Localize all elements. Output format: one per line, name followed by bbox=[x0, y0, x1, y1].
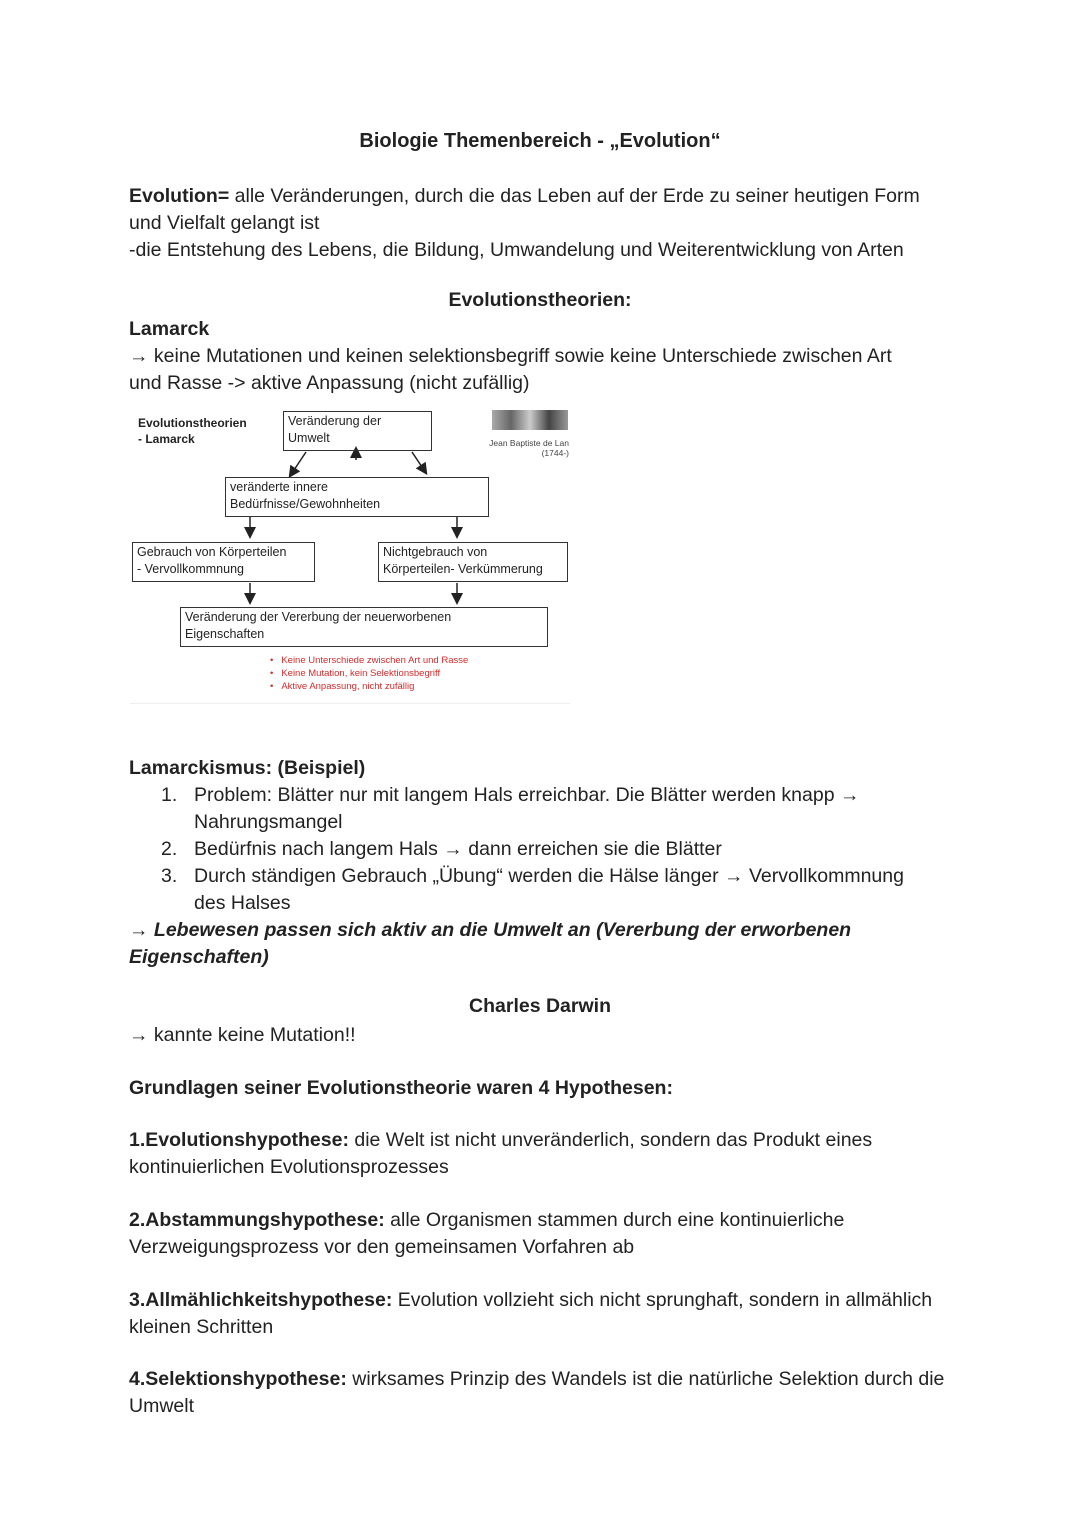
hypothesis-text-1: Evolution vollzieht sich nicht sprunghaft, sondern in allmählich bbox=[392, 1289, 933, 1311]
hypothesis-2 bbox=[129, 1207, 959, 1261]
lamarckismus-heading: Lamarckismus: (Beispiel) bbox=[129, 757, 366, 779]
list-item-line-2: des Halses bbox=[194, 892, 291, 914]
hypothesis-text-1: alle Organismen stammen durch eine kontinuierliche bbox=[384, 1209, 845, 1231]
box-gebrauch-line-1: Gebrauch von Körperteilen bbox=[137, 545, 287, 559]
red-bullet-list bbox=[270, 654, 468, 693]
lamarckismus-list bbox=[129, 782, 959, 917]
hypothesis-text-1: die Welt ist nicht unveränderlich, sondern das Produkt eines bbox=[348, 1129, 873, 1151]
box-beduerfnisse bbox=[225, 477, 489, 517]
diagram-label-1: Evolutionstheorien bbox=[138, 416, 247, 430]
lamarck-section bbox=[129, 316, 959, 397]
box-beduerfnisse-line-1: veränderte innere bbox=[230, 480, 328, 494]
red-bullet: • Aktive Anpassung, nicht zufällig bbox=[270, 681, 415, 692]
lamarckismus-conclusion-2: Eigenschaften) bbox=[129, 946, 269, 968]
hypothesis-1 bbox=[129, 1127, 959, 1181]
list-item-line-1: Durch ständigen Gebrauch „Übung“ werden die Hälse länger → Vervollkommnung bbox=[194, 865, 904, 887]
definition-text-3: -die Entstehung des Lebens, die Bildung, Umwandelung und Weiterentwicklung von Arten bbox=[129, 239, 904, 261]
evolution-definition bbox=[129, 183, 959, 264]
box-gebrauch-line-2: - Vervollkommnung bbox=[137, 562, 244, 576]
darwin-grundlagen: Grundlagen seiner Evolutionstheorie waren 4 Hypothesen: bbox=[129, 1077, 673, 1099]
red-bullet: • Keine Mutation, kein Selektionsbegriff bbox=[270, 668, 441, 679]
darwin-heading: Charles Darwin bbox=[469, 995, 611, 1017]
hypothesis-text-2: kleinen Schritten bbox=[129, 1316, 274, 1338]
lamarck-heading: Lamarck bbox=[129, 318, 210, 340]
definition-text-2: und Vielfalt gelangt ist bbox=[129, 212, 320, 234]
box-beduerfnisse-line-2: Bedürfnisse/Gewohnheiten bbox=[230, 497, 381, 511]
box-nichtgebrauch bbox=[378, 542, 568, 582]
hypothesis-text-2: Umwelt bbox=[129, 1395, 195, 1417]
box-gebrauch bbox=[132, 542, 315, 582]
red-bullet-text: Keine Unterschiede zwischen Art und Rasse bbox=[281, 655, 469, 666]
arrow-umwelt-down-right bbox=[412, 452, 424, 470]
box-vererbung bbox=[180, 607, 548, 647]
hypothesis-term: 3.Allmählichkeitshypothese: bbox=[129, 1289, 393, 1311]
portrait-caption-2: (1744-) bbox=[541, 448, 569, 458]
box-vererbung-line-2: Eigenschaften bbox=[185, 627, 265, 641]
box-nichtgebrauch-line-1: Nichtgebrauch von bbox=[383, 545, 488, 559]
portrait-caption bbox=[460, 438, 569, 458]
list-item bbox=[129, 836, 959, 863]
list-item-number: 1. bbox=[161, 784, 178, 806]
darwin-note: → kannte keine Mutation!! bbox=[129, 1024, 356, 1046]
box-umwelt-line-1: Veränderung der bbox=[288, 414, 382, 428]
diagram-label-2: - Lamarck bbox=[138, 432, 195, 446]
list-item bbox=[129, 782, 959, 836]
hypothesis-term: 4.Selektionshypothese: bbox=[129, 1368, 347, 1390]
lamarck-portrait bbox=[492, 410, 568, 430]
red-bullet: • Keine Unterschiede zwischen Art und Rasse bbox=[270, 655, 469, 666]
list-item-number: 3. bbox=[161, 865, 178, 887]
hypothesis-text-1: wirksames Prinzip des Wandels ist die natürliche Selektion durch die bbox=[346, 1368, 945, 1390]
red-bullet-text: Keine Mutation, kein Selektionsbegriff bbox=[281, 668, 441, 679]
box-vererbung-line-1: Veränderung der Vererbung der neuerworbenen bbox=[185, 610, 452, 624]
definition-term: Evolution= bbox=[129, 185, 230, 207]
lamarck-diagram bbox=[130, 405, 570, 704]
lamarckismus-conclusion-1: → Lebewesen passen sich aktiv an die Umwelt an (Vererbung der erworbenen bbox=[129, 919, 852, 941]
lamarck-line-1: → keine Mutationen und keinen selektionsbegriff sowie keine Unterschiede zwischen Art bbox=[129, 345, 892, 367]
red-bullet-text: Aktive Anpassung, nicht zufällig bbox=[281, 681, 415, 692]
page-title: Biologie Themenbereich - „Evolution“ bbox=[359, 130, 721, 152]
hypothesis-term: 1.Evolutionshypothese: bbox=[129, 1129, 349, 1151]
box-umwelt bbox=[283, 411, 432, 451]
list-item-line-1: Problem: Blätter nur mit langem Hals erreichbar. Die Blätter werden knapp → bbox=[194, 784, 860, 806]
hypothesis-term: 2.Abstammungshypothese: bbox=[129, 1209, 385, 1231]
portrait-caption-1: Jean Baptiste de Lan bbox=[489, 438, 569, 448]
box-umwelt-line-2: Umwelt bbox=[288, 431, 330, 445]
list-item-line-1: Bedürfnis nach langem Hals → dann erreichen sie die Blätter bbox=[194, 838, 722, 860]
hypothesis-text-2: Verzweigungsprozess vor den gemeinsamen Vorfahren ab bbox=[129, 1236, 635, 1258]
diagram-label bbox=[138, 415, 247, 447]
hypothesis-text-2: kontinuierlichen Evolutionsprozesses bbox=[129, 1156, 449, 1178]
hypothesis-4 bbox=[129, 1366, 969, 1420]
box-nichtgebrauch-line-2: Körperteilen- Verkümmerung bbox=[383, 562, 543, 576]
lamarckismus-section bbox=[129, 755, 959, 971]
arrow-umwelt-down-left bbox=[292, 452, 306, 473]
list-item bbox=[129, 863, 959, 917]
theories-heading: Evolutionstheorien: bbox=[448, 289, 632, 311]
definition-text-1: alle Veränderungen, durch die das Leben auf der Erde zu seiner heutigen Form bbox=[229, 185, 920, 207]
lamarck-line-2: und Rasse -> aktive Anpassung (nicht zufällig) bbox=[129, 372, 530, 394]
list-item-number: 2. bbox=[161, 838, 178, 860]
hypothesis-3 bbox=[129, 1287, 969, 1341]
list-item-line-2: Nahrungsmangel bbox=[194, 811, 343, 833]
